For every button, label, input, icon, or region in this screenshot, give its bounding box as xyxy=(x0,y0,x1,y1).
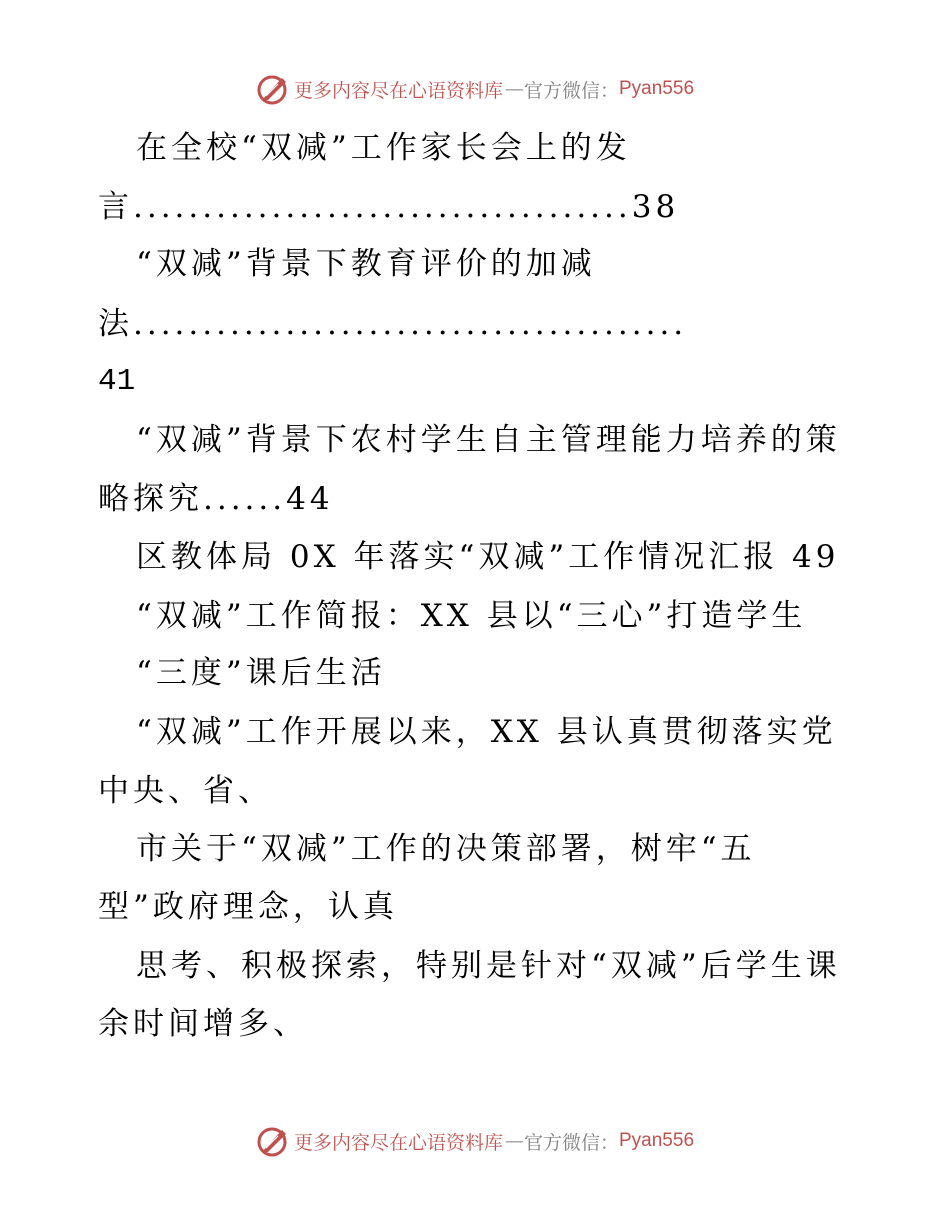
toc-line-1: 在全校“双减”工作家长会上的发 xyxy=(136,130,631,166)
body-line-16: 余时间增多、 xyxy=(98,1006,308,1042)
toc-line-4: 法........................................ xyxy=(98,306,688,342)
toc-line-2: 言....................................38 xyxy=(98,189,680,225)
toc-line-5: 41 xyxy=(98,364,136,399)
toc-line-3: “双减”背景下教育评价的加减 xyxy=(136,246,596,282)
banner-main-text: 更多内容尽在心语资料库 xyxy=(293,1131,503,1154)
body-line-13: 市关于“双减”工作的决策部署，树牢“五 xyxy=(136,831,756,867)
banner-wechat-id: Pyan556 xyxy=(619,78,695,99)
feather-logo-icon xyxy=(256,72,290,106)
toc-line-6: “双减”背景下农村学生自主管理能力培养的策 xyxy=(136,422,841,458)
banner-wechat-id: Pyan556 xyxy=(619,1130,695,1151)
banner-separator: — xyxy=(504,78,522,100)
banner-main-text: 更多内容尽在心语资料库 xyxy=(293,79,503,102)
footer-banner xyxy=(0,1124,950,1158)
body-line-15: 思考、积极探索，特别是针对“双减”后学生课 xyxy=(136,948,841,984)
body-line-11: “双减”工作开展以来，XX 县认真贯彻落实党 xyxy=(136,714,837,750)
body-line-9: “双减”工作简报：XX 县以“三心”打造学生 xyxy=(136,598,807,634)
toc-line-7: 略探究......44 xyxy=(98,481,334,517)
banner-wechat-label: 官方微信： xyxy=(523,79,619,102)
feather-logo-icon xyxy=(256,1124,290,1158)
banner-separator: — xyxy=(504,1130,522,1152)
body-line-14: 型”政府理念，认真 xyxy=(98,889,398,925)
body-line-12: 中央、省、 xyxy=(98,773,273,809)
body-line-10: “三度”课后生活 xyxy=(136,655,386,691)
toc-line-8: 区教体局 0X 年落实“双减”工作情况汇报 49 xyxy=(136,539,840,575)
banner-wechat-label: 官方微信： xyxy=(523,1131,619,1154)
header-banner xyxy=(0,72,950,106)
